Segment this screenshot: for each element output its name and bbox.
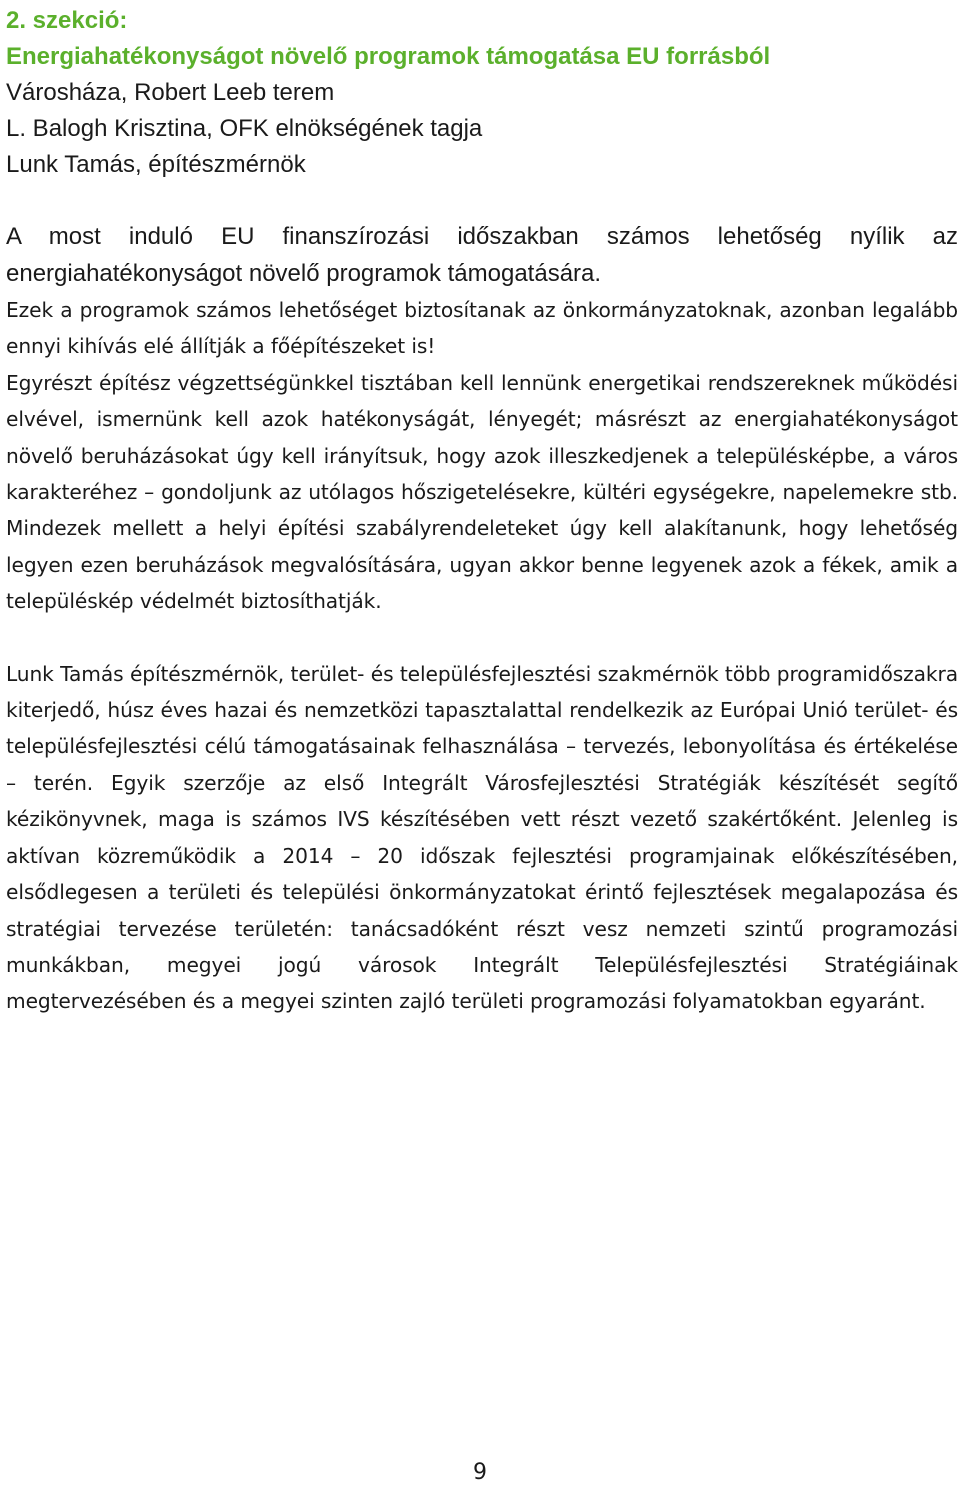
intro-paragraph: Ezek a programok számos lehetőséget biztosítanak az önkormányzatoknak, azonban legalább ennyi kihívás elé állítják a főépítészeket is! <box>6 298 958 359</box>
section-title: Energiahatékonyságot növelő programok támogatása EU forrásból <box>6 43 771 70</box>
spacer <box>6 620 958 656</box>
section-label: 2. szekció: <box>6 7 128 34</box>
section-header <box>6 0 958 183</box>
speaker-1: L. Balogh Krisztina, OFK elnökségének tagja <box>6 115 483 142</box>
intro-paragraph: Egyrészt építész végzettségünkkel tisztában kell lennünk energetikai rendszereknek működési elvével, ismernünk kell azok hatékonyságát, lényegét; másrészt az energiahatékonyságot növelő beruházásokat úgy kell irányítsuk, hogy azok illeszkedjenek a településképbe, a város karakteréhez – gondoljunk az utólagos hőszigetelésekre, kültéri egységekre, napelemekre stb. Mindezek mellett a helyi építési szabályrendeleteket úgy kell alakítanunk, hogy lehetőség legyen ezen beruházások megvalósítására, ugyan akkor benne legyenek azok a fékek, amik a településkép védelmét biztosíthatják. <box>6 370 958 614</box>
spacer <box>6 183 958 219</box>
page-number: 9 <box>473 1460 487 1485</box>
section-venue: Városháza, Robert Leeb terem <box>6 79 335 106</box>
bio-paragraph: Lunk Tamás építészmérnök, terület- és településfejlesztési szakmérnök több programidőszakra kiterjedő, húsz éves hazai és nemzetközi tapasztalattal rendelkezik az Európai Unió terület- és településfejlesztési célú támogatásainak felhasználása – tervezés, lebonyolítása és értékelése – terén. Egyik szerzője az első Integrált Városfejlesztési Stratégiák készítését segítő kézikönyvnek, maga is számos IVS készítésében vett részt vezető szakértőként. Jelenleg is aktívan közreműködik a 2014 – 20 időszak fejlesztési programjainak előkészítésében, elsődlegesen a területi és települési önkormányzatokat érintő fejlesztések megalapozása és stratégiai tervezése területén: tanácsadóként részt vesz nemzeti szintű programozási munkákban, megyei jogú városok Integrált Településfejlesztési Stratégiáinak megtervezésében és a megyei szinten zajló területi programozási folyamatokban egyaránt. <box>6 661 958 1014</box>
document-page <box>6 0 958 1020</box>
speaker-2: Lunk Tamás, építészmérnök <box>6 151 306 178</box>
intro-paragraph: A most induló EU finanszírozási időszakban számos lehetőség nyílik az energiahatékonyságot növelő programok támogatására. <box>6 223 958 287</box>
